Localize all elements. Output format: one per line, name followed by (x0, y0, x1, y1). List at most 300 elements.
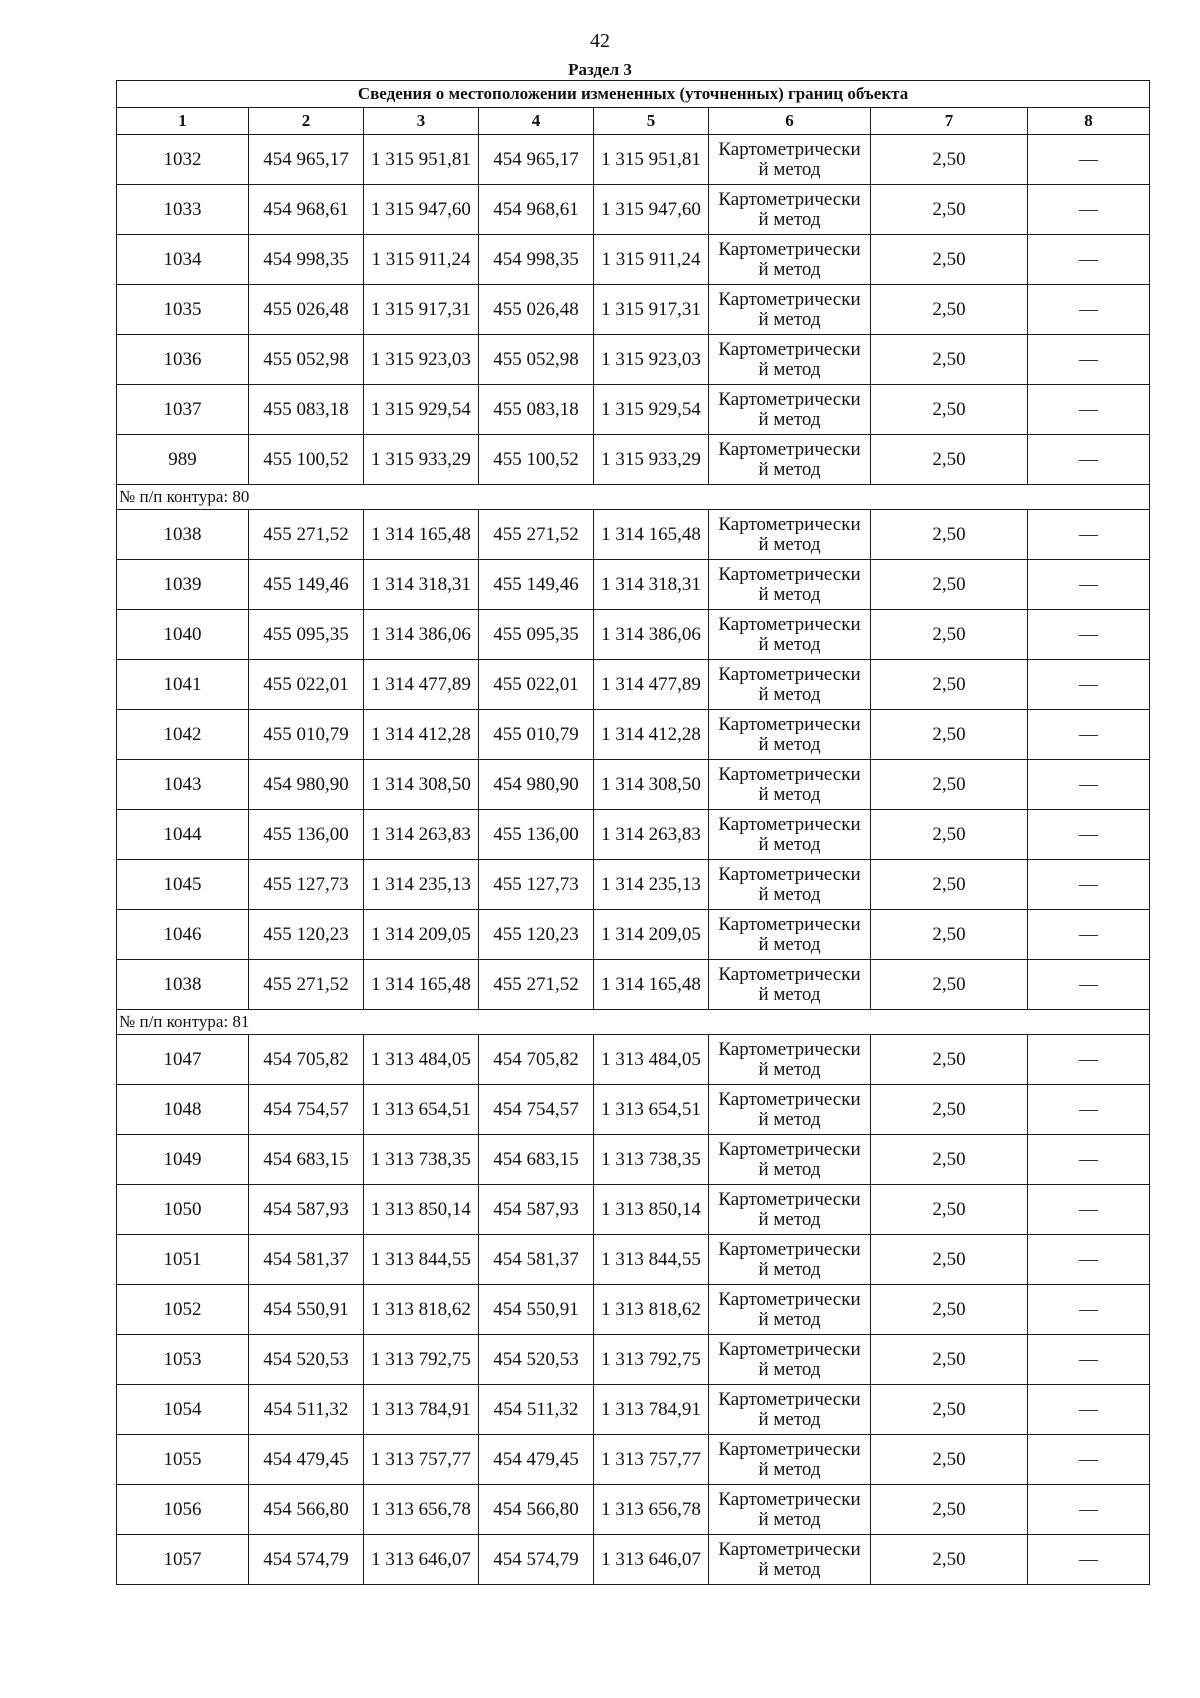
old-x-cell: 455 120,23 (249, 910, 364, 960)
method-text: Картометрически (718, 138, 861, 160)
accuracy-cell: 2,50 (871, 285, 1028, 335)
table-row (117, 135, 1150, 185)
new-y-cell: 1 313 784,91 (594, 1385, 709, 1435)
table-row (117, 1385, 1150, 1435)
method-text: Картометрически (718, 1388, 861, 1410)
description-cell: — (1028, 860, 1150, 910)
old-x-cell: 454 479,45 (249, 1435, 364, 1485)
method-text: Картометрически (718, 1538, 861, 1560)
method-text: й метод (758, 408, 821, 430)
accuracy-cell: 2,50 (871, 610, 1028, 660)
method-text: Картометрически (718, 613, 861, 635)
method-cell (709, 510, 871, 560)
method-text: Картометрически (718, 1038, 861, 1060)
method-text: Картометрически (718, 913, 861, 935)
description-cell: — (1028, 810, 1150, 860)
method-cell (709, 285, 871, 335)
old-x-cell: 454 520,53 (249, 1335, 364, 1385)
table-row (117, 660, 1150, 710)
old-x-cell: 454 754,57 (249, 1085, 364, 1135)
accuracy-cell: 2,50 (871, 1185, 1028, 1235)
new-y-cell: 1 314 386,06 (594, 610, 709, 660)
point-number-cell: 1052 (117, 1285, 249, 1335)
method-cell (709, 1535, 871, 1585)
table-row (117, 1085, 1150, 1135)
point-number-cell: 1045 (117, 860, 249, 910)
accuracy-cell: 2,50 (871, 1235, 1028, 1285)
method-cell (709, 1435, 871, 1485)
old-y-cell: 1 314 477,89 (364, 660, 479, 710)
accuracy-cell: 2,50 (871, 1385, 1028, 1435)
method-text: й метод (758, 308, 821, 330)
new-x-cell: 454 980,90 (479, 760, 594, 810)
method-text: Картометрически (718, 1138, 861, 1160)
accuracy-cell: 2,50 (871, 960, 1028, 1010)
old-y-cell: 1 313 646,07 (364, 1535, 479, 1585)
method-cell (709, 1135, 871, 1185)
new-y-cell: 1 314 209,05 (594, 910, 709, 960)
table-row (117, 910, 1150, 960)
old-x-cell: 455 271,52 (249, 510, 364, 560)
description-cell: — (1028, 660, 1150, 710)
description-cell: — (1028, 560, 1150, 610)
description-cell: — (1028, 960, 1150, 1010)
method-text: й метод (758, 1308, 821, 1330)
method-text: Картометрически (718, 713, 861, 735)
method-text: Картометрически (718, 238, 861, 260)
point-number-cell: 1043 (117, 760, 249, 810)
point-number-cell: 1039 (117, 560, 249, 610)
new-y-cell: 1 315 917,31 (594, 285, 709, 335)
contour-label: № п/п контура: 80 (117, 485, 1150, 510)
point-number-cell: 1048 (117, 1085, 249, 1135)
method-cell (709, 660, 871, 710)
new-x-cell: 454 705,82 (479, 1035, 594, 1085)
table-row (117, 710, 1150, 760)
new-x-cell: 454 566,80 (479, 1485, 594, 1535)
old-x-cell: 454 980,90 (249, 760, 364, 810)
point-number-cell: 1051 (117, 1235, 249, 1285)
new-y-cell: 1 313 757,77 (594, 1435, 709, 1485)
new-x-cell: 455 022,01 (479, 660, 594, 710)
method-text: Картометрически (718, 338, 861, 360)
new-x-cell: 454 520,53 (479, 1335, 594, 1385)
table-row (117, 510, 1150, 560)
method-text: й метод (758, 1058, 821, 1080)
description-cell: — (1028, 1335, 1150, 1385)
point-number-cell: 1056 (117, 1485, 249, 1535)
point-number-cell: 1037 (117, 385, 249, 435)
new-y-cell: 1 314 235,13 (594, 860, 709, 910)
method-text: й метод (758, 983, 821, 1005)
description-cell: — (1028, 510, 1150, 560)
point-number-cell: 1050 (117, 1185, 249, 1235)
method-text: Картометрически (718, 1288, 861, 1310)
table-row (117, 1135, 1150, 1185)
boundary-table (116, 80, 1150, 1585)
table-row (117, 1285, 1150, 1335)
method-cell (709, 1235, 871, 1285)
old-x-cell: 455 052,98 (249, 335, 364, 385)
old-y-cell: 1 313 656,78 (364, 1485, 479, 1535)
old-y-cell: 1 313 654,51 (364, 1085, 479, 1135)
old-y-cell: 1 315 951,81 (364, 135, 479, 185)
new-y-cell: 1 315 923,03 (594, 335, 709, 385)
method-text: й метод (758, 583, 821, 605)
accuracy-cell: 2,50 (871, 510, 1028, 560)
old-x-cell: 455 022,01 (249, 660, 364, 710)
new-x-cell: 455 120,23 (479, 910, 594, 960)
old-x-cell: 454 998,35 (249, 235, 364, 285)
method-text: Картометрически (718, 1488, 861, 1510)
method-text: Картометрически (718, 1438, 861, 1460)
description-cell: — (1028, 1085, 1150, 1135)
table-body (117, 135, 1150, 1585)
method-text: Картометрически (718, 1338, 861, 1360)
description-cell: — (1028, 610, 1150, 660)
new-x-cell: 454 479,45 (479, 1435, 594, 1485)
new-x-cell: 454 683,15 (479, 1135, 594, 1185)
method-text: Картометрически (718, 438, 861, 460)
table-row (117, 285, 1150, 335)
method-text: й метод (758, 1158, 821, 1180)
method-cell (709, 760, 871, 810)
new-x-cell: 455 095,35 (479, 610, 594, 660)
column-number: 8 (1028, 108, 1150, 135)
old-y-cell: 1 315 917,31 (364, 285, 479, 335)
point-number-cell: 1038 (117, 960, 249, 1010)
new-y-cell: 1 314 477,89 (594, 660, 709, 710)
column-number: 2 (249, 108, 364, 135)
method-text: Картометрически (718, 763, 861, 785)
description-cell: — (1028, 1285, 1150, 1335)
method-cell (709, 235, 871, 285)
old-y-cell: 1 314 165,48 (364, 510, 479, 560)
new-x-cell: 454 581,37 (479, 1235, 594, 1285)
old-x-cell: 454 511,32 (249, 1385, 364, 1435)
point-number-cell: 1049 (117, 1135, 249, 1185)
new-x-cell: 455 026,48 (479, 285, 594, 335)
old-y-cell: 1 313 784,91 (364, 1385, 479, 1435)
point-number-cell: 1054 (117, 1385, 249, 1435)
method-text: Картометрически (718, 563, 861, 585)
accuracy-cell: 2,50 (871, 185, 1028, 235)
method-cell (709, 860, 871, 910)
method-text: й метод (758, 1108, 821, 1130)
method-text: Картометрически (718, 1238, 861, 1260)
accuracy-cell: 2,50 (871, 810, 1028, 860)
description-cell: — (1028, 235, 1150, 285)
description-cell: — (1028, 1385, 1150, 1435)
description-cell: — (1028, 385, 1150, 435)
new-y-cell: 1 314 412,28 (594, 710, 709, 760)
method-text: й метод (758, 883, 821, 905)
contour-row (117, 485, 1150, 510)
method-text: й метод (758, 733, 821, 755)
method-cell (709, 385, 871, 435)
method-cell (709, 560, 871, 610)
table-row (117, 385, 1150, 435)
new-x-cell: 455 136,00 (479, 810, 594, 860)
new-x-cell: 454 965,17 (479, 135, 594, 185)
description-cell: — (1028, 335, 1150, 385)
old-x-cell: 454 587,93 (249, 1185, 364, 1235)
section-title: Раздел 3 (568, 60, 632, 79)
method-text: Картометрически (718, 963, 861, 985)
method-text: й метод (758, 633, 821, 655)
old-x-cell: 455 127,73 (249, 860, 364, 910)
description-cell: — (1028, 435, 1150, 485)
old-y-cell: 1 313 757,77 (364, 1435, 479, 1485)
new-x-cell: 454 587,93 (479, 1185, 594, 1235)
method-text: Картометрически (718, 388, 861, 410)
description-cell: — (1028, 1035, 1150, 1085)
old-x-cell: 454 705,82 (249, 1035, 364, 1085)
accuracy-cell: 2,50 (871, 760, 1028, 810)
description-cell: — (1028, 285, 1150, 335)
old-y-cell: 1 313 844,55 (364, 1235, 479, 1285)
method-text: Картометрически (718, 288, 861, 310)
method-text: й метод (758, 833, 821, 855)
method-cell (709, 910, 871, 960)
accuracy-cell: 2,50 (871, 560, 1028, 610)
method-cell (709, 710, 871, 760)
description-cell: — (1028, 1135, 1150, 1185)
accuracy-cell: 2,50 (871, 910, 1028, 960)
column-number: 3 (364, 108, 479, 135)
method-cell (709, 185, 871, 235)
table-row (117, 560, 1150, 610)
point-number-cell: 1042 (117, 710, 249, 760)
new-x-cell: 455 149,46 (479, 560, 594, 610)
new-x-cell: 455 083,18 (479, 385, 594, 435)
old-y-cell: 1 313 818,62 (364, 1285, 479, 1335)
old-y-cell: 1 313 738,35 (364, 1135, 479, 1185)
point-number-cell: 1046 (117, 910, 249, 960)
new-y-cell: 1 313 850,14 (594, 1185, 709, 1235)
table-row (117, 185, 1150, 235)
table-row (117, 1235, 1150, 1285)
description-cell: — (1028, 760, 1150, 810)
accuracy-cell: 2,50 (871, 1085, 1028, 1135)
description-cell: — (1028, 1435, 1150, 1485)
new-x-cell: 455 127,73 (479, 860, 594, 910)
new-x-cell: 454 998,35 (479, 235, 594, 285)
new-x-cell: 454 968,61 (479, 185, 594, 235)
method-text: й метод (758, 533, 821, 555)
old-y-cell: 1 313 484,05 (364, 1035, 479, 1085)
method-text: й метод (758, 1258, 821, 1280)
method-text: Картометрически (718, 813, 861, 835)
accuracy-cell: 2,50 (871, 435, 1028, 485)
new-y-cell: 1 314 165,48 (594, 960, 709, 1010)
old-x-cell: 454 566,80 (249, 1485, 364, 1535)
accuracy-cell: 2,50 (871, 335, 1028, 385)
method-cell (709, 1485, 871, 1535)
table-row (117, 335, 1150, 385)
old-y-cell: 1 314 308,50 (364, 760, 479, 810)
column-number: 7 (871, 108, 1028, 135)
method-text: й метод (758, 1458, 821, 1480)
table-row (117, 1335, 1150, 1385)
table-row (117, 610, 1150, 660)
accuracy-cell: 2,50 (871, 1285, 1028, 1335)
point-number-cell: 1033 (117, 185, 249, 235)
new-y-cell: 1 313 654,51 (594, 1085, 709, 1135)
description-cell: — (1028, 1235, 1150, 1285)
point-number-cell: 1040 (117, 610, 249, 660)
old-x-cell: 454 968,61 (249, 185, 364, 235)
old-x-cell: 454 965,17 (249, 135, 364, 185)
new-y-cell: 1 314 308,50 (594, 760, 709, 810)
description-cell: — (1028, 1485, 1150, 1535)
method-text: Картометрически (718, 663, 861, 685)
new-x-cell: 455 052,98 (479, 335, 594, 385)
old-y-cell: 1 315 923,03 (364, 335, 479, 385)
contour-label: № п/п контура: 81 (117, 1010, 1150, 1035)
new-y-cell: 1 315 929,54 (594, 385, 709, 435)
method-cell (709, 435, 871, 485)
accuracy-cell: 2,50 (871, 385, 1028, 435)
method-text: Картометрически (718, 188, 861, 210)
method-cell (709, 1185, 871, 1235)
method-text: й метод (758, 358, 821, 380)
method-text: й метод (758, 1358, 821, 1380)
old-y-cell: 1 313 792,75 (364, 1335, 479, 1385)
point-number-cell: 1057 (117, 1535, 249, 1585)
old-x-cell: 455 149,46 (249, 560, 364, 610)
new-x-cell: 454 511,32 (479, 1385, 594, 1435)
page-number: 42 (590, 30, 610, 52)
column-number-row (117, 108, 1150, 135)
method-cell (709, 960, 871, 1010)
table-row (117, 1535, 1150, 1585)
column-number: 6 (709, 108, 871, 135)
old-x-cell: 455 095,35 (249, 610, 364, 660)
new-y-cell: 1 315 947,60 (594, 185, 709, 235)
method-text: й метод (758, 1508, 821, 1530)
table-row (117, 960, 1150, 1010)
method-text: й метод (758, 458, 821, 480)
method-text: й метод (758, 258, 821, 280)
method-text: й метод (758, 208, 821, 230)
new-x-cell: 455 010,79 (479, 710, 594, 760)
point-number-cell: 1041 (117, 660, 249, 710)
new-y-cell: 1 315 951,81 (594, 135, 709, 185)
method-text: Картометрически (718, 513, 861, 535)
accuracy-cell: 2,50 (871, 1035, 1028, 1085)
method-text: Картометрически (718, 1088, 861, 1110)
old-y-cell: 1 314 318,31 (364, 560, 479, 610)
method-cell (709, 1285, 871, 1335)
method-text: Картометрически (718, 1188, 861, 1210)
old-x-cell: 454 683,15 (249, 1135, 364, 1185)
new-y-cell: 1 314 165,48 (594, 510, 709, 560)
new-y-cell: 1 315 911,24 (594, 235, 709, 285)
method-cell (709, 135, 871, 185)
new-x-cell: 454 550,91 (479, 1285, 594, 1335)
old-x-cell: 455 136,00 (249, 810, 364, 860)
new-y-cell: 1 313 484,05 (594, 1035, 709, 1085)
accuracy-cell: 2,50 (871, 1485, 1028, 1535)
new-x-cell: 455 271,52 (479, 960, 594, 1010)
contour-row (117, 1010, 1150, 1035)
column-number: 1 (117, 108, 249, 135)
table-row (117, 760, 1150, 810)
method-text: й метод (758, 1408, 821, 1430)
old-x-cell: 454 574,79 (249, 1535, 364, 1585)
description-cell: — (1028, 710, 1150, 760)
new-x-cell: 455 100,52 (479, 435, 594, 485)
description-cell: — (1028, 910, 1150, 960)
new-x-cell: 454 754,57 (479, 1085, 594, 1135)
new-y-cell: 1 313 844,55 (594, 1235, 709, 1285)
method-text: й метод (758, 683, 821, 705)
method-cell (709, 1035, 871, 1085)
old-x-cell: 455 100,52 (249, 435, 364, 485)
old-y-cell: 1 314 412,28 (364, 710, 479, 760)
accuracy-cell: 2,50 (871, 1135, 1028, 1185)
table-row (117, 810, 1150, 860)
old-x-cell: 455 010,79 (249, 710, 364, 760)
column-number: 4 (479, 108, 594, 135)
method-cell (709, 610, 871, 660)
point-number-cell: 1044 (117, 810, 249, 860)
method-cell (709, 1085, 871, 1135)
method-text: й метод (758, 933, 821, 955)
point-number-cell: 1038 (117, 510, 249, 560)
old-y-cell: 1 314 263,83 (364, 810, 479, 860)
old-x-cell: 454 581,37 (249, 1235, 364, 1285)
old-y-cell: 1 315 947,60 (364, 185, 479, 235)
old-x-cell: 455 026,48 (249, 285, 364, 335)
accuracy-cell: 2,50 (871, 860, 1028, 910)
old-y-cell: 1 314 165,48 (364, 960, 479, 1010)
method-text: й метод (758, 1208, 821, 1230)
table-row (117, 1485, 1150, 1535)
new-y-cell: 1 314 263,83 (594, 810, 709, 860)
description-cell: — (1028, 135, 1150, 185)
accuracy-cell: 2,50 (871, 710, 1028, 760)
description-cell: — (1028, 1185, 1150, 1235)
old-x-cell: 455 271,52 (249, 960, 364, 1010)
new-y-cell: 1 313 818,62 (594, 1285, 709, 1335)
old-y-cell: 1 314 235,13 (364, 860, 479, 910)
old-y-cell: 1 314 386,06 (364, 610, 479, 660)
point-number-cell: 1032 (117, 135, 249, 185)
accuracy-cell: 2,50 (871, 1335, 1028, 1385)
method-cell (709, 1335, 871, 1385)
description-cell: — (1028, 1535, 1150, 1585)
accuracy-cell: 2,50 (871, 660, 1028, 710)
table-row (117, 235, 1150, 285)
new-y-cell: 1 313 792,75 (594, 1335, 709, 1385)
point-number-cell: 989 (117, 435, 249, 485)
new-y-cell: 1 314 318,31 (594, 560, 709, 610)
table-row (117, 1185, 1150, 1235)
point-number-cell: 1047 (117, 1035, 249, 1085)
accuracy-cell: 2,50 (871, 1435, 1028, 1485)
old-x-cell: 455 083,18 (249, 385, 364, 435)
old-y-cell: 1 314 209,05 (364, 910, 479, 960)
method-text: Картометрически (718, 863, 861, 885)
new-x-cell: 454 574,79 (479, 1535, 594, 1585)
new-y-cell: 1 313 646,07 (594, 1535, 709, 1585)
table-row (117, 1035, 1150, 1085)
method-cell (709, 335, 871, 385)
old-y-cell: 1 313 850,14 (364, 1185, 479, 1235)
table-caption: Сведения о местоположении измененных (уточненных) границ объекта (117, 81, 1150, 108)
